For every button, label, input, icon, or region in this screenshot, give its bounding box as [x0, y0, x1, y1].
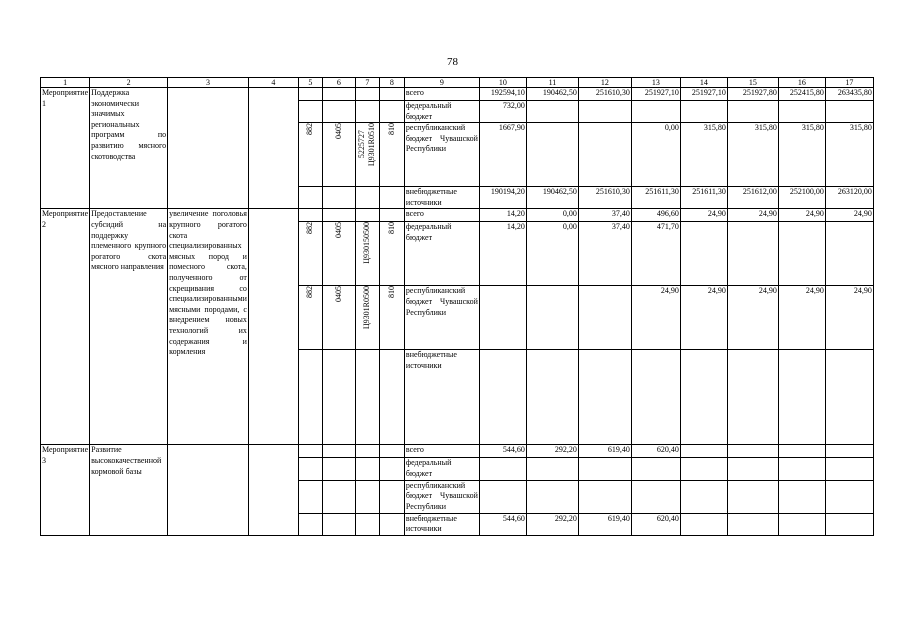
empty-cell: [248, 88, 298, 209]
event-number: Мероприятие 1: [41, 88, 90, 209]
amount-cell: [825, 458, 873, 480]
program-table: [40, 77, 874, 536]
amount-cell: 190194,20: [479, 187, 526, 209]
gr-code: [298, 222, 322, 286]
funding-source: федеральный бюджет: [404, 101, 479, 123]
rz-code: [322, 480, 355, 513]
amount-cell: 544,60: [479, 445, 526, 458]
amount-cell: 252100,00: [778, 187, 825, 209]
csr-code: [355, 286, 379, 350]
csr-code: [355, 445, 379, 458]
vr-code: [379, 88, 404, 101]
amount-cell: 24,90: [778, 286, 825, 350]
funding-source: всего: [404, 445, 479, 458]
amount-cell: 471,70: [631, 222, 680, 286]
gr-code: [298, 286, 322, 350]
amount-cell: 263120,00: [825, 187, 873, 209]
vr-code-value: 810: [386, 286, 396, 299]
column-header: 2: [90, 78, 168, 88]
amount-cell: 732,00: [479, 101, 526, 123]
amount-cell: [578, 123, 631, 187]
amount-cell: 24,90: [727, 286, 778, 350]
amount-cell: [778, 101, 825, 123]
amount-cell: [479, 458, 526, 480]
amount-cell: [631, 101, 680, 123]
gr-code: [298, 480, 322, 513]
rz-code: [322, 187, 355, 209]
rz-code: [322, 445, 355, 458]
rz-code: [322, 209, 355, 222]
amount-cell: [680, 101, 727, 123]
amount-cell: 544,60: [479, 513, 526, 535]
gr-code-value: 882: [305, 123, 315, 136]
amount-cell: 0,00: [526, 222, 578, 286]
amount-cell: [727, 513, 778, 535]
amount-cell: 251610,30: [578, 88, 631, 101]
amount-cell: [778, 458, 825, 480]
amount-cell: [778, 350, 825, 445]
gr-code: [298, 350, 322, 445]
vr-code: [379, 209, 404, 222]
rz-code: [322, 88, 355, 101]
amount-cell: [578, 480, 631, 513]
amount-cell: [825, 350, 873, 445]
gr-code-value: 882: [305, 222, 315, 235]
rz-code: [322, 350, 355, 445]
event-title: Развитие высококачественной кормовой базы: [90, 445, 168, 535]
column-header: 11: [526, 78, 578, 88]
amount-cell: [825, 101, 873, 123]
vr-code: [379, 513, 404, 535]
amount-cell: [825, 445, 873, 458]
amount-cell: [631, 458, 680, 480]
amount-cell: [578, 101, 631, 123]
csr-code: [355, 187, 379, 209]
amount-cell: 190462,50: [526, 187, 578, 209]
amount-cell: 24,90: [825, 286, 873, 350]
amount-cell: [680, 445, 727, 458]
amount-cell: [680, 350, 727, 445]
vr-code-value: 810: [386, 123, 396, 136]
rz-code: [322, 286, 355, 350]
amount-cell: 496,60: [631, 209, 680, 222]
header-row: [41, 78, 874, 88]
column-header: 16: [778, 78, 825, 88]
amount-cell: 263435,80: [825, 88, 873, 101]
amount-cell: [727, 480, 778, 513]
amount-cell: [631, 350, 680, 445]
csr-code: [355, 123, 379, 187]
expected-result: [168, 445, 249, 535]
csr-code: [355, 513, 379, 535]
amount-cell: 24,90: [825, 209, 873, 222]
amount-cell: [680, 480, 727, 513]
amount-cell: 1667,90: [479, 123, 526, 187]
table-row: [41, 445, 874, 458]
amount-cell: 24,90: [631, 286, 680, 350]
column-header: 3: [168, 78, 249, 88]
event-title: Поддержка экономически значимых региональных программ по развитию мясного скотоводства: [90, 88, 168, 209]
amount-cell: [578, 458, 631, 480]
amount-cell: [578, 350, 631, 445]
csr-code: [355, 101, 379, 123]
amount-cell: [526, 123, 578, 187]
gr-code: [298, 513, 322, 535]
amount-cell: [727, 445, 778, 458]
rz-code-value: 0405: [333, 222, 343, 239]
vr-code: [379, 286, 404, 350]
amount-cell: 0,00: [526, 209, 578, 222]
amount-cell: [680, 458, 727, 480]
rz-code: [322, 513, 355, 535]
gr-code: [298, 101, 322, 123]
amount-cell: 24,90: [778, 209, 825, 222]
vr-code: [379, 123, 404, 187]
csr-code-value: Ц9301R0500: [362, 286, 372, 330]
vr-code: [379, 480, 404, 513]
column-header: 12: [578, 78, 631, 88]
rz-code: [322, 222, 355, 286]
empty-cell: [248, 209, 298, 445]
csr-code: [355, 209, 379, 222]
amount-cell: 620,40: [631, 513, 680, 535]
column-header: 7: [355, 78, 379, 88]
funding-source: внебюджетные источники: [404, 187, 479, 209]
csr-code-value: Ц930150500: [362, 222, 372, 265]
csr-code: [355, 480, 379, 513]
amount-cell: 24,90: [680, 209, 727, 222]
amount-cell: 619,40: [578, 445, 631, 458]
vr-code: [379, 222, 404, 286]
amount-cell: [727, 350, 778, 445]
amount-cell: 251612,00: [727, 187, 778, 209]
vr-code: [379, 187, 404, 209]
amount-cell: 251927,10: [680, 88, 727, 101]
amount-cell: 251610,30: [578, 187, 631, 209]
amount-cell: 292,20: [526, 513, 578, 535]
amount-cell: [778, 513, 825, 535]
amount-cell: [680, 513, 727, 535]
amount-cell: 251927,10: [631, 88, 680, 101]
funding-source: всего: [404, 209, 479, 222]
amount-cell: 620,40: [631, 445, 680, 458]
column-header: 4: [248, 78, 298, 88]
funding-source: всего: [404, 88, 479, 101]
rz-code: [322, 458, 355, 480]
amount-cell: 252415,80: [778, 88, 825, 101]
amount-cell: [479, 480, 526, 513]
amount-cell: [479, 286, 526, 350]
amount-cell: 315,80: [680, 123, 727, 187]
rz-code-value: 0405: [333, 123, 343, 140]
amount-cell: 14,20: [479, 209, 526, 222]
amount-cell: 315,80: [778, 123, 825, 187]
amount-cell: [680, 222, 727, 286]
amount-cell: [526, 286, 578, 350]
amount-cell: [526, 458, 578, 480]
funding-source: республиканский бюджет Чувашской Республики: [404, 123, 479, 187]
amount-cell: [825, 480, 873, 513]
funding-source: федеральный бюджет: [404, 222, 479, 286]
vr-code: [379, 445, 404, 458]
empty-cell: [248, 445, 298, 535]
amount-cell: [778, 222, 825, 286]
rz-code-value: 0405: [333, 286, 343, 303]
amount-cell: 619,40: [578, 513, 631, 535]
column-header: 13: [631, 78, 680, 88]
vr-code: [379, 458, 404, 480]
funding-source: внебюджетные источники: [404, 350, 479, 445]
amount-cell: [825, 222, 873, 286]
amount-cell: 24,90: [680, 286, 727, 350]
rz-code: [322, 123, 355, 187]
column-header: 6: [322, 78, 355, 88]
amount-cell: 14,20: [479, 222, 526, 286]
table-row: [41, 209, 874, 222]
amount-cell: [825, 513, 873, 535]
gr-code: [298, 123, 322, 187]
csr-code: [355, 88, 379, 101]
event-number: Мероприятие 3: [41, 445, 90, 535]
funding-source: внебюджетные источники: [404, 513, 479, 535]
gr-code-value: 882: [305, 286, 315, 299]
amount-cell: [778, 445, 825, 458]
rz-code: [322, 101, 355, 123]
amount-cell: 315,80: [825, 123, 873, 187]
csr-code: [355, 350, 379, 445]
amount-cell: [727, 458, 778, 480]
amount-cell: 315,80: [727, 123, 778, 187]
table-row: [41, 88, 874, 101]
amount-cell: 251611,30: [631, 187, 680, 209]
amount-cell: [526, 101, 578, 123]
amount-cell: 0,00: [631, 123, 680, 187]
amount-cell: [526, 480, 578, 513]
column-header: 8: [379, 78, 404, 88]
amount-cell: 190462,50: [526, 88, 578, 101]
funding-source: республиканский бюджет Чувашской Республики: [404, 480, 479, 513]
amount-cell: 37,40: [578, 209, 631, 222]
vr-code: [379, 101, 404, 123]
amount-cell: [778, 480, 825, 513]
expected-result: увеличение поголовья крупного рогатого скота специализированных мясных пород и помесного скота, полученного от скрещивания со специализированными мясными породами, с внедрением новых технологий их содержания и кормления: [168, 209, 249, 445]
column-header: 5: [298, 78, 322, 88]
amount-cell: 251611,30: [680, 187, 727, 209]
funding-source: республиканский бюджет Чувашской Республики: [404, 286, 479, 350]
page-number: 78: [447, 56, 458, 68]
gr-code: [298, 209, 322, 222]
amount-cell: [578, 286, 631, 350]
amount-cell: [479, 350, 526, 445]
csr-code: [355, 222, 379, 286]
amount-cell: [526, 350, 578, 445]
amount-cell: 192594,10: [479, 88, 526, 101]
gr-code: [298, 187, 322, 209]
expected-result: [168, 88, 249, 209]
vr-code-value: 810: [386, 222, 396, 235]
column-header: 1: [41, 78, 90, 88]
amount-cell: 24,90: [727, 209, 778, 222]
funding-source: федеральный бюджет: [404, 458, 479, 480]
amount-cell: 251927,80: [727, 88, 778, 101]
event-title: Предоставление субсидий на поддержку племенного крупного рогатого скота мясного направления: [90, 209, 168, 445]
column-header: 15: [727, 78, 778, 88]
amount-cell: [727, 222, 778, 286]
gr-code: [298, 458, 322, 480]
amount-cell: 37,40: [578, 222, 631, 286]
csr-code: [355, 458, 379, 480]
gr-code: [298, 445, 322, 458]
column-header: 17: [825, 78, 873, 88]
column-header: 14: [680, 78, 727, 88]
amount-cell: 292,20: [526, 445, 578, 458]
amount-cell: [631, 480, 680, 513]
column-header: 10: [479, 78, 526, 88]
vr-code: [379, 350, 404, 445]
amount-cell: [727, 101, 778, 123]
csr-code-value: 5225727 Ц9301R0510: [357, 123, 377, 167]
column-header: 9: [404, 78, 479, 88]
event-number: Мероприятие 2: [41, 209, 90, 445]
gr-code: [298, 88, 322, 101]
